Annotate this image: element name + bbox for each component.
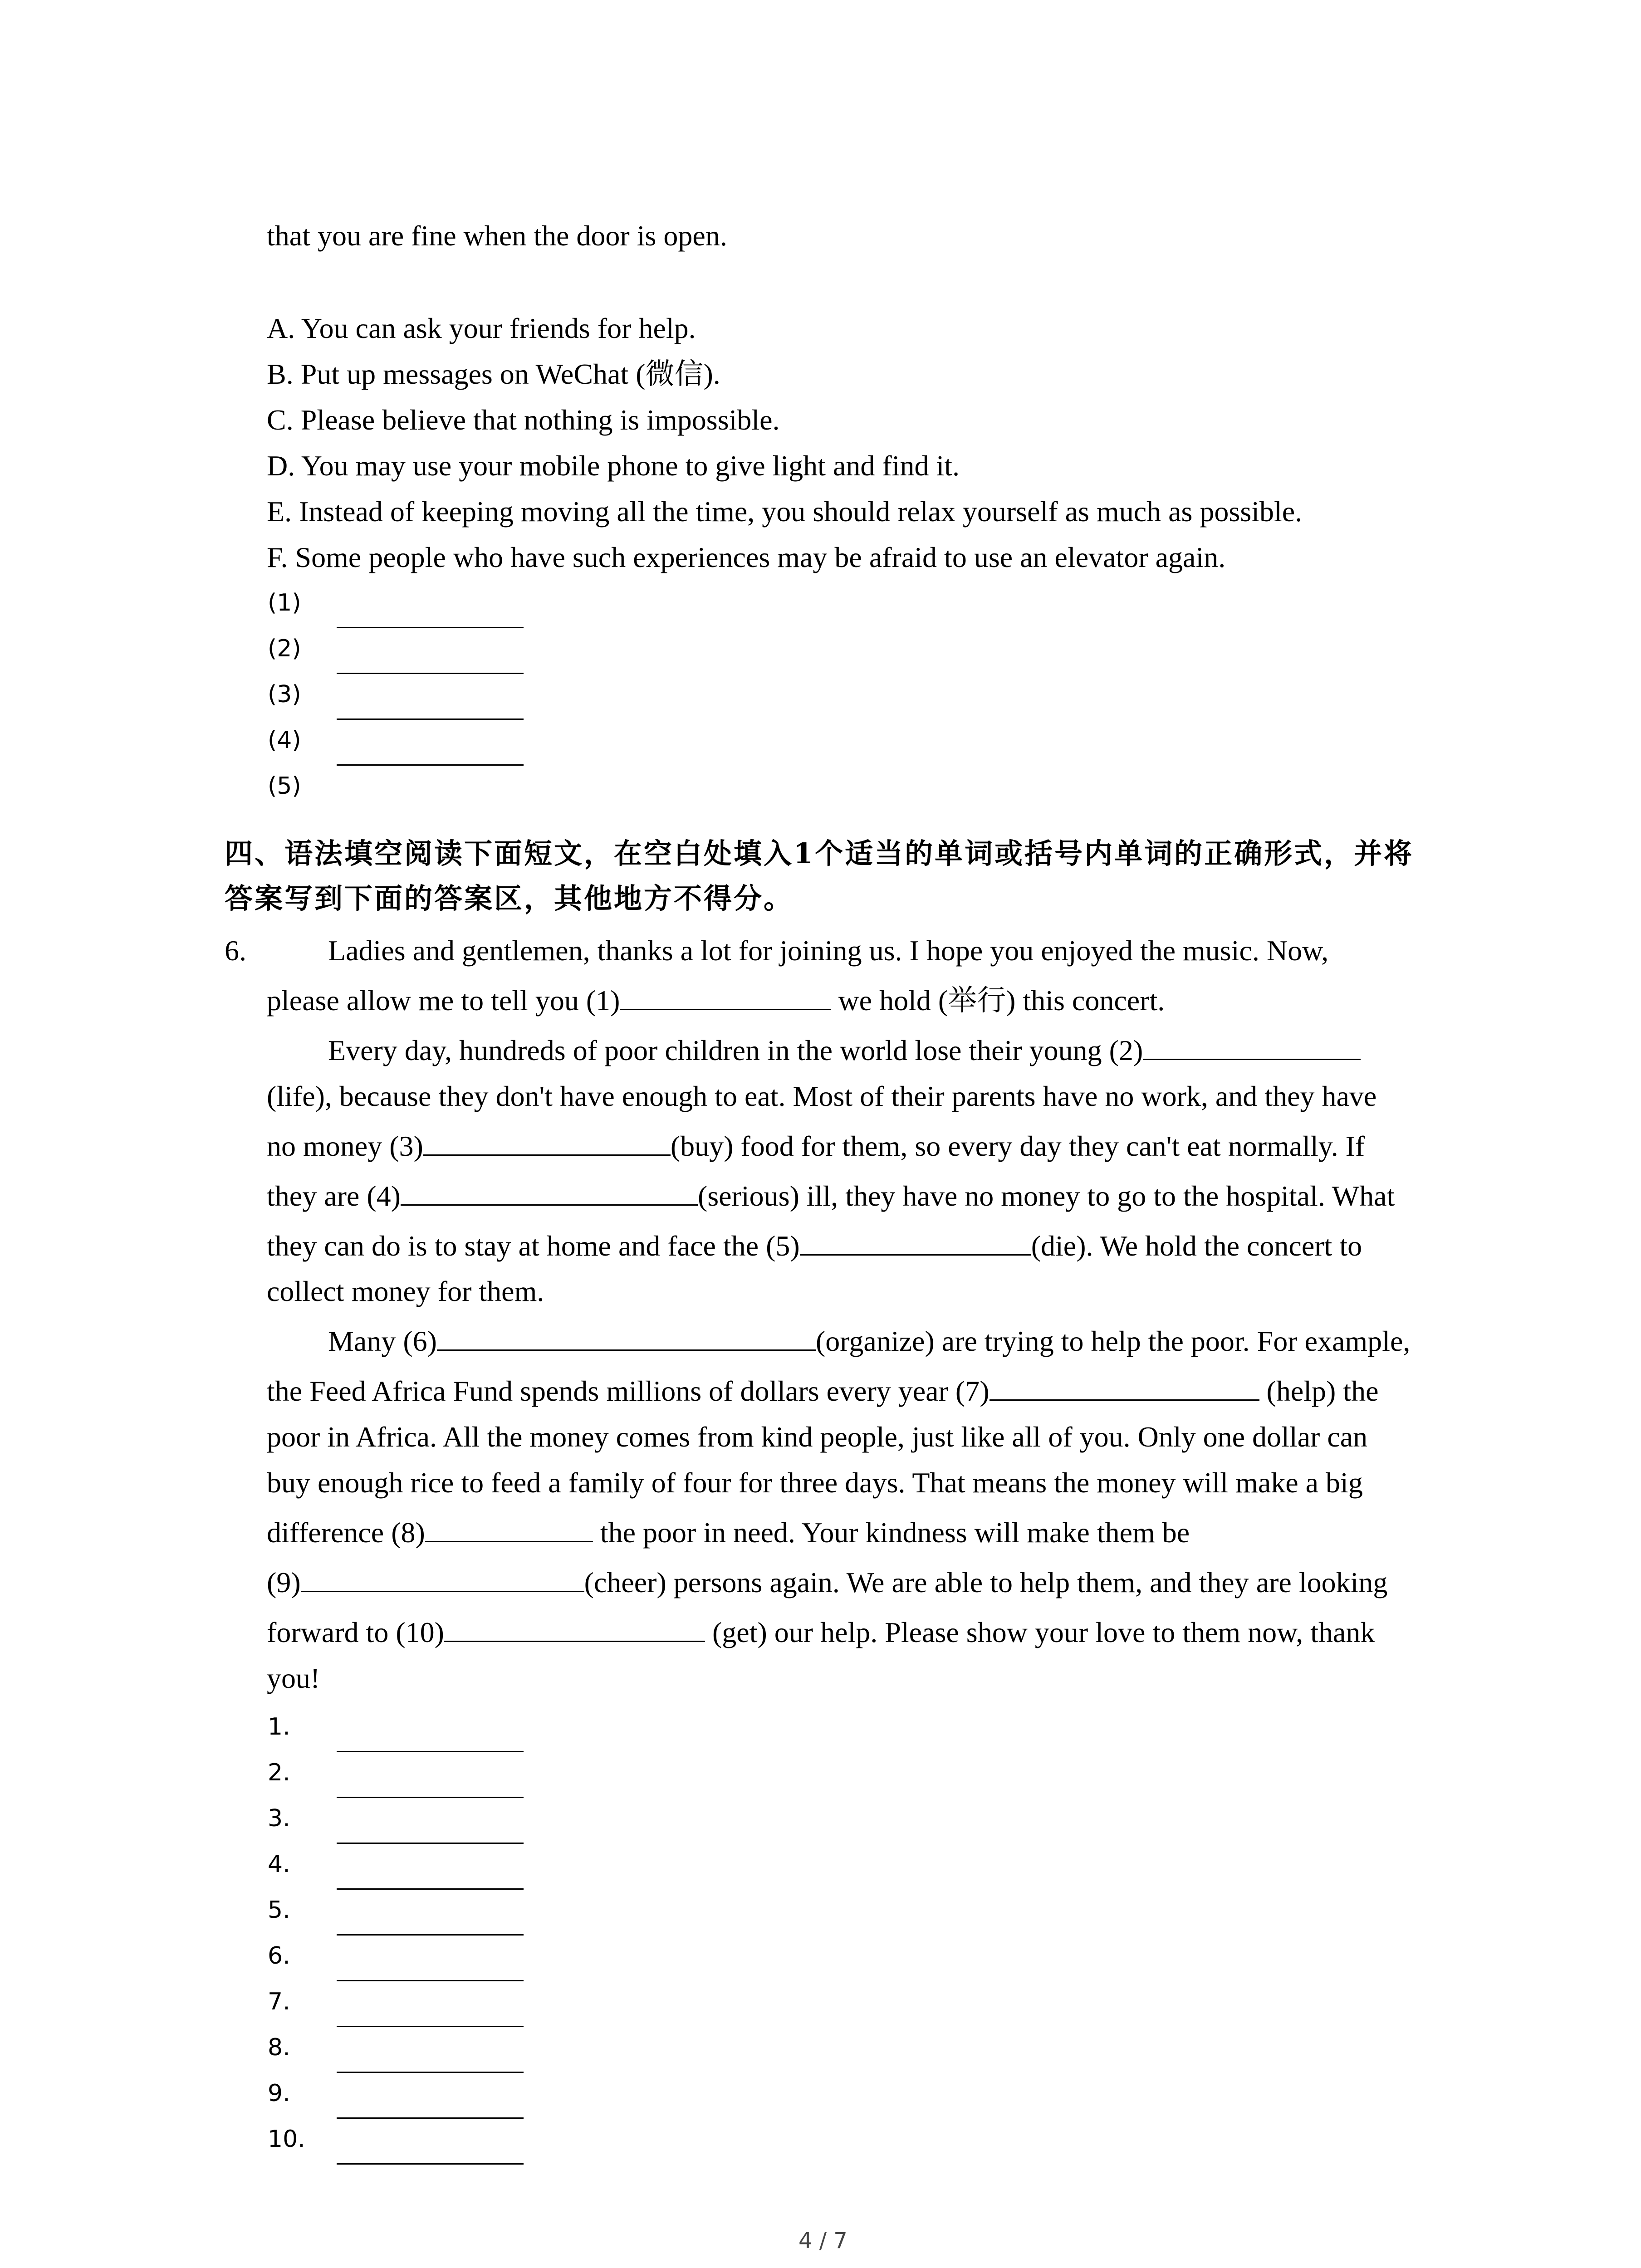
passage-line [267,1223,1362,1269]
passage-text: (serious) ill, they have no money to go to the hospital. What [697,1180,1395,1212]
blank-8[interactable] [425,1513,593,1542]
answer-label: (4) [268,727,301,754]
passage-text: forward to (10) [267,1616,444,1648]
answer-blank[interactable] [337,719,524,720]
continuation-text: that you are fine when the door is open. [267,220,727,252]
passage-line [328,1319,1410,1364]
answer-blank[interactable] [337,2026,524,2027]
passage-text: Many (6) [328,1325,437,1357]
answer-blank[interactable] [337,2072,524,2073]
option-e: E. Instead of keeping moving all the time, you should relax yourself as much as possible. [267,495,1303,528]
passage-text: (9) [267,1566,301,1598]
option-b: B. Put up messages on WeChat (微信). [267,358,720,390]
blank-1[interactable] [620,981,831,1010]
answer-blank[interactable] [337,1843,524,1844]
passage-text: (organize) are trying to help the poor. For example, [815,1325,1411,1357]
passage-text: the poor in need. Your kindness will make them be [593,1516,1190,1549]
blank-10[interactable] [444,1613,705,1642]
answer-label: (2) [268,635,301,662]
section-heading-line2: 答案写到下面的答案区，其他地方不得分。 [225,882,794,915]
answer-blank[interactable] [337,2163,524,2165]
blank-7[interactable] [989,1371,1259,1401]
answer-label: (5) [268,772,301,800]
passage-line [267,978,1165,1023]
passage-text: no money (3) [267,1130,423,1162]
answer-label: (1) [268,589,301,616]
answer-label: 5. [268,1897,290,1924]
passage-line [267,1610,1375,1655]
blank-9[interactable] [301,1563,584,1592]
passage-text: the Feed Africa Fund spends millions of dollars every year (7) [267,1375,989,1407]
answer-label: 6. [268,1942,290,1970]
passage-line [267,1173,1395,1219]
answer-label: (3) [268,681,301,708]
passage-text: please allow me to tell you (1) [267,984,620,1017]
option-a: A. You can ask your friends for help. [267,312,696,344]
page-number: 4 / 7 [798,2228,847,2253]
section-heading-line1: 四、语法填空阅读下面短文，在空白处填入1个适当的单词或括号内单词的正确形式，并将 [225,837,1414,870]
answer-blank[interactable] [337,1797,524,1798]
passage-line: Ladies and gentlemen, thanks a lot for joining us. I hope you enjoyed the music. Now, [328,934,1329,967]
passage-line [267,1369,1379,1414]
answer-blank[interactable] [337,764,524,766]
answer-blank[interactable] [337,627,524,628]
answer-label: 3. [268,1805,290,1832]
blank-4[interactable] [401,1176,698,1206]
passage-line: buy enough rice to feed a family of four for three days. That means the money will make a big [267,1466,1363,1499]
passage-text: (die). We hold the concert to [1031,1230,1362,1262]
passage-line: you! [267,1662,320,1694]
answer-blank[interactable] [337,1980,524,1981]
passage-line [267,1510,1190,1555]
option-f: F. Some people who have such experiences may be afraid to use an elevator again. [267,541,1226,573]
answer-label: 7. [268,1988,290,2015]
blank-2[interactable] [1143,1031,1361,1060]
answer-blank[interactable] [337,673,524,674]
answer-blank[interactable] [337,1751,524,1752]
passage-text: Every day, hundreds of poor children in the world lose their young (2) [328,1034,1143,1066]
answer-blank[interactable] [337,2117,524,2119]
passage-line [328,1028,1361,1073]
option-d: D. You may use your mobile phone to give light and find it. [267,450,960,482]
passage-line [267,1560,1387,1605]
passage-text: (buy) food for them, so every day they can't eat normally. If [670,1130,1365,1162]
answer-label: 1. [268,1713,290,1740]
passage-text: they are (4) [267,1180,401,1212]
passage-text: we hold (举行) this concert. [831,984,1165,1017]
passage-text: difference (8) [267,1516,425,1549]
answer-label: 4. [268,1851,290,1878]
answer-label: 8. [268,2034,290,2061]
answer-label: 2. [268,1759,290,1786]
passage-text: (cheer) persons again. We are able to help them, and they are looking [584,1566,1388,1598]
option-c: C. Please believe that nothing is impossible. [267,404,780,436]
answer-label: 9. [268,2080,290,2107]
passage-text: they can do is to stay at home and face the (5) [267,1230,800,1262]
blank-3[interactable] [423,1126,671,1156]
question-number: 6. [225,934,246,967]
passage-text: (help) the [1259,1375,1379,1407]
passage-line: collect money for them. [267,1275,544,1307]
passage-line: poor in Africa. All the money comes from kind people, just like all of you. Only one dollar can [267,1421,1368,1453]
answer-blank[interactable] [337,1888,524,1890]
answer-blank[interactable] [337,1934,524,1936]
passage-line: (life), because they don't have enough to eat. Most of their parents have no work, and they have [267,1080,1377,1112]
blank-5[interactable] [800,1226,1031,1256]
answer-label: 10. [268,2126,305,2153]
passage-text: (get) our help. Please show your love to them now, thank [705,1616,1375,1648]
blank-6[interactable] [437,1321,816,1351]
passage-line [267,1124,1365,1169]
